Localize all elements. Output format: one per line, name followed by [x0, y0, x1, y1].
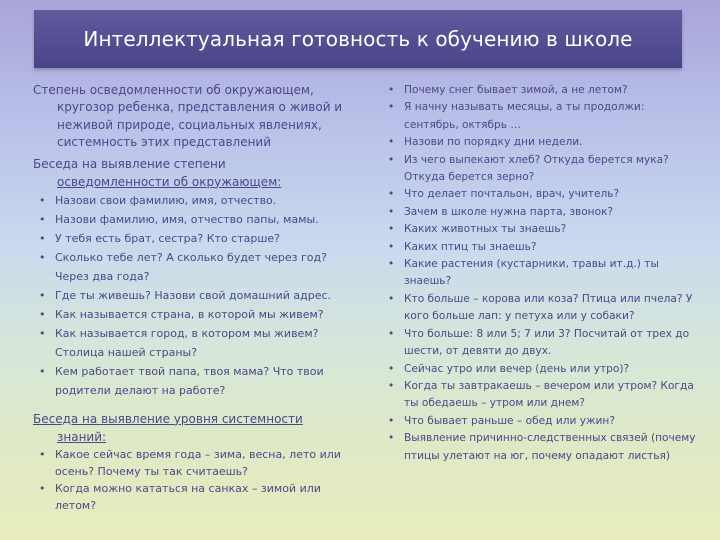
question-list — [382, 82, 702, 465]
list-item: • Назови свои фамилию, имя, отчество. — [33, 191, 363, 210]
list-item: • Назови по порядку дни недели. — [382, 134, 702, 151]
section-heading-systemic — [33, 410, 363, 446]
list-item: • Как называется страна, в которой мы живем? — [33, 305, 363, 324]
list-item: • Сейчас утро или вечер (день или утро)? — [382, 361, 702, 378]
section-heading-awareness — [33, 155, 363, 191]
list-item: • Какое сейчас время года – зима, весна, лето или осень? Почему ты так считаешь? — [33, 446, 363, 480]
systemic-question-list — [33, 446, 363, 514]
list-item: • Кем работает твой папа, твоя мама? Что твои родители делают на работе? — [33, 362, 363, 400]
list-item: • У тебя есть брат, сестра? Кто старше? — [33, 229, 363, 248]
list-item: • Где ты живешь? Назови свой домашний адрес. — [33, 286, 363, 305]
list-item: • Назови фамилию, имя, отчество папы, мамы. — [33, 210, 363, 229]
list-item: • Зачем в школе нужна парта, звонок? — [382, 204, 702, 221]
intro-paragraph: Степень осведомленности об окружающем, кругозор ребенка, представления о живой и неживой природе, социальных явлениях, системность этих представлений — [33, 83, 343, 150]
list-item: • Я начну называть месяцы, а ты продолжи: сентябрь, октябрь … — [382, 99, 702, 134]
list-item: • Что бывает раньше – обед или ужин? — [382, 413, 702, 430]
list-item: • Каких животных ты знаешь? — [382, 221, 702, 238]
list-item: • Из чего выпекают хлеб? Откуда берется мука? Откуда берется зерно? — [382, 152, 702, 187]
heading-line: знаний: — [57, 429, 107, 444]
list-item: • Почему снег бывает зимой, а не летом? — [382, 82, 702, 99]
list-item: • Каких птиц ты знаешь? — [382, 239, 702, 256]
list-item: • Выявление причинно-следственных связей (почему птицы улетают на юг, почему опадают листья) — [382, 430, 702, 465]
list-item: • Какие растения (кустарники, травы ит.д.) ты знаешь? — [382, 256, 702, 291]
heading-line: Беседа на выявление степени — [33, 156, 226, 171]
heading-line: Беседа на выявление уровня системности — [33, 411, 303, 426]
list-item: • Что больше: 8 или 5; 7 или 3? Посчитай от трех до шести, от девяти до двух. — [382, 326, 702, 361]
awareness-question-list — [33, 191, 363, 400]
title-banner — [34, 10, 682, 68]
list-item: • Как называется город, в котором мы живем? Столица нашей страны? — [33, 324, 363, 362]
left-column — [33, 82, 363, 514]
heading-line: осведомленности об окружающем: — [57, 174, 282, 189]
page-title: Интеллектуальная готовность к обучению в школе — [83, 27, 633, 51]
list-item: • Сколько тебе лет? А сколько будет через год? Через два года? — [33, 248, 363, 286]
list-item: • Кто больше – корова или коза? Птица или пчела? У кого больше лап: у петуха или у собаки? — [382, 291, 702, 326]
list-item: • Что делает почтальон, врач, учитель? — [382, 186, 702, 203]
list-item: • Когда можно кататься на санках – зимой или летом? — [33, 480, 363, 514]
right-column — [382, 82, 702, 465]
list-item: • Когда ты завтракаешь – вечером или утром? Когда ты обедаешь – утром или днем? — [382, 378, 702, 413]
